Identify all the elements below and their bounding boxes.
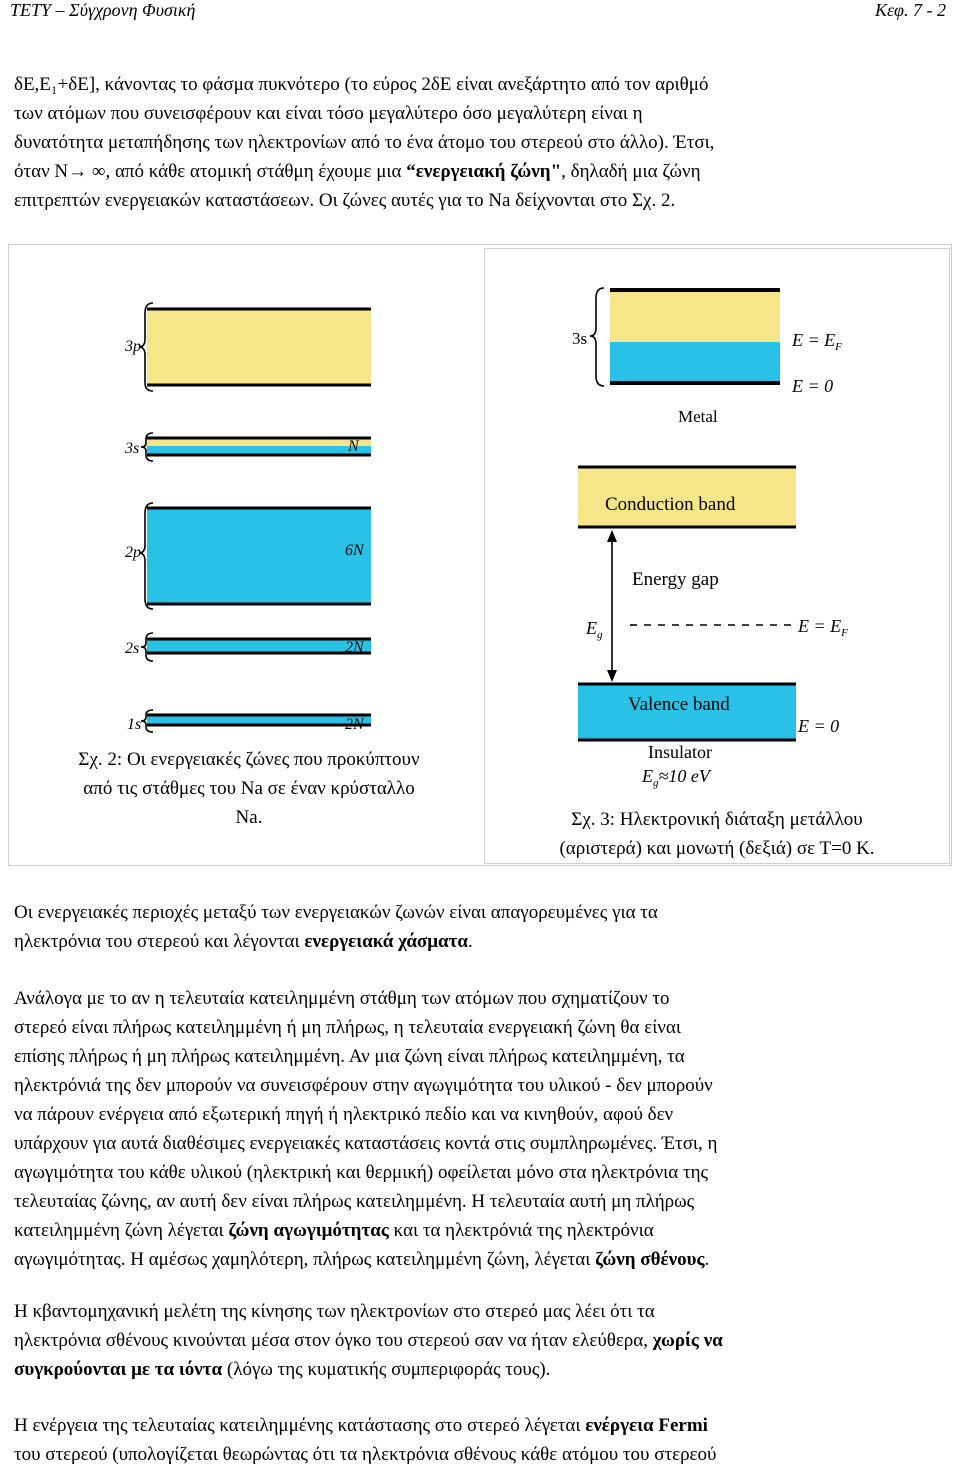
energy-gap-label: Energy gap [632, 569, 719, 590]
figure-2-panel [115, 283, 385, 743]
fermi-level-label: $E = E_F$ [792, 330, 842, 353]
paragraph-line: συγκρούονται με τα ιόντα (λόγω της κυματικής συμπεριφοράς τους). [14, 1359, 551, 1380]
intro-line: όταν Ν→ ∞, από κάθε ατομική στάθμη έχουμε μια “ενεργειακή ζώνη", δηλαδή μια ζώνη [14, 161, 701, 182]
caption-line: Σχ. 2: Οι ενεργειακές ζώνες που προκύπτουν [78, 749, 420, 770]
figure-3-caption [484, 805, 950, 863]
paragraph-line: ηλεκτρόνια του στερεού και λέγονται ενεργειακά χάσματα. [14, 931, 473, 952]
insulator-diagram [560, 452, 865, 797]
level-label-3p: 3p [125, 338, 141, 355]
paragraph-line: να πάρουν ενέργεια από εξωτερική πηγή ή ηλεκτρικό πεδίο και να κινηθούν, αφού δεν [14, 1104, 674, 1125]
valence-band-term: ζώνη σθένους [595, 1249, 705, 1270]
no-collision-term-cont: συγκρούονται με τα ιόντα [14, 1359, 223, 1380]
paragraph-line: επίσης πλήρως ή μη πλήρως κατειλημμένη. Αν μια ζώνη είναι πλήρως κατειλημμένη, τα [14, 1046, 685, 1067]
paragraph-line: του στερεού (υπολογίζεται θεωρώντας ότι τα ηλεκτρόνια σθένους κάθε ατόμου του στερεού [14, 1444, 717, 1465]
gap-energy-label: $E_g$ [586, 618, 603, 641]
figure-3-metal-panel [560, 262, 865, 437]
state-count-2p: 6N [345, 542, 364, 559]
level-label-1s: 1s [127, 716, 142, 733]
intro-paragraph [14, 70, 945, 215]
band-3s [147, 438, 371, 455]
level-label-2s: 2s [125, 640, 140, 657]
state-count-2s: 2N [345, 639, 364, 656]
figure-2-caption [14, 745, 484, 832]
fermi-energy-term: ενέργεια Fermi [585, 1415, 708, 1436]
intro-line: των ατόμων που συνεισφέρουν και είναι τόσο μεγαλύτερο όσο μεγαλύτερη είναι η [14, 103, 643, 124]
intro-line: δΕ,Ε₁+δΕ], κάνοντας το φάσμα πυκνότερο (το εύρος 2δΕ είναι ανεξάρτητο από τον αριθμό [14, 74, 709, 95]
paragraph-fermi [14, 1411, 945, 1469]
paragraph-quantum [14, 1297, 945, 1384]
gap-arrow-down-icon [607, 670, 617, 682]
metal-label: Metal [678, 407, 718, 426]
caption-line: από τις στάθμες του Na σε έναν κρύσταλλο [83, 778, 415, 799]
valence-zero-label: E = 0 [798, 716, 840, 736]
metal-level-label: 3s [572, 329, 588, 348]
running-header-chapter: Κεφ. 7 - 2 [874, 0, 946, 20]
metal-filled-states [610, 342, 780, 383]
band-2p [147, 508, 371, 604]
metal-diagram [560, 262, 865, 437]
gap-arrow-up-icon [607, 530, 617, 542]
paragraph-line: Η κβαντομηχανική μελέτη της κίνησης των ηλεκτρονίων στο στερεό μας λέει ότι τα [14, 1301, 655, 1322]
paragraph-line: υπάρχουν για αυτά διαθέσιμες ενεργειακές καταστάσεις κοντά στις συμπληρωμένες. Έτσι, η [14, 1133, 718, 1154]
paragraph-line: κατειλημμένη ζώνη λέγεται ζώνη αγωγιμότητας και τα ηλεκτρόνιά της ηλεκτρόνια [14, 1220, 654, 1241]
level-label-3s: 3s [125, 440, 140, 457]
band-2s [147, 639, 371, 653]
paragraph-line: τελευταίας ζώνης, αν αυτή δεν είναι πλήρως κατειλημμένη. Η τελευταία αυτή μη πλήρως [14, 1191, 695, 1212]
paragraph-line: στερεό είναι πλήρως κατειλημμένη ή μη πλήρως, η τελευταία ενεργειακή ζώνη θα είναι [14, 1017, 681, 1038]
brace-metal-icon [590, 288, 604, 386]
no-collision-term: χωρίς να [652, 1330, 723, 1351]
energy-band-term: “ενεργειακή ζώνη" [406, 161, 562, 182]
zero-level-label: E = 0 [792, 376, 834, 396]
caption-line: Σχ. 3: Ηλεκτρονική διάταξη μετάλλου [571, 809, 863, 830]
conduction-band-term: ζώνη αγωγιμότητας [228, 1220, 389, 1241]
figure-3-insulator-panel [560, 452, 865, 797]
paragraph-line: Ανάλογα με το αν η τελευταία κατειλημμένη στάθμη των ατόμων που σχηματίζουν το [14, 988, 670, 1009]
paragraph-line: Η ενέργεια της τελευταίας κατειλημμένης κατάστασης στο στερεό λέγεται ενέργεια Fermi [14, 1415, 708, 1436]
band-3p [147, 309, 371, 385]
conduction-band-label: Conduction band [605, 494, 736, 515]
band-1s [147, 715, 371, 725]
state-count-1s: 2N [345, 716, 364, 733]
level-label-2p: 2p [125, 544, 141, 561]
paragraph-energy-gaps [14, 898, 945, 956]
insulator-gap-value: $E_g\approx 10$ eV [642, 766, 710, 789]
state-count-3s: N [348, 438, 359, 455]
intro-line: επιτρεπτών ενεργειακών καταστάσεων. Οι ζώνες αυτές για το Na δείχνονται στο Σχ. 2. [14, 190, 676, 211]
paragraph-conduction [14, 984, 945, 1274]
intro-line: δυνατότητα μεταπήδησης των ηλεκτρονίων από το ένα άτομο του στερεού στο άλλο). Έτσι, [14, 132, 715, 153]
insulator-fermi-label: $E = E_F$ [798, 616, 848, 639]
energy-gaps-term: ενεργειακά χάσματα [304, 931, 468, 952]
valence-band-label: Valence band [628, 694, 730, 715]
paragraph-line: ηλεκτρόνιά της δεν μπορούν να συνεισφέρουν στην αγωγιμότητα του υλικού - δεν μπορούν [14, 1075, 713, 1096]
caption-line: Na. [235, 807, 263, 828]
metal-empty-states [610, 290, 780, 342]
insulator-label: Insulator [648, 742, 712, 762]
paragraph-line: ηλεκτρόνια σθένους κινούνται μέσα στον όγκο του στερεού σαν να ήταν ελεύθερα, χωρίς να [14, 1330, 723, 1351]
paragraph-line: αγωγιμότητα του κάθε υλικού (ηλεκτρική και θερμική) οφείλεται μόνο στα ηλεκτρόνια της [14, 1162, 709, 1183]
caption-line: (αριστερά) και μονωτή (δεξιά) σε Τ=0 Κ. [559, 838, 875, 859]
paragraph-line: αγωγιμότητας. Η αμέσως χαμηλότερη, πλήρως κατειλημμένη ζώνη, λέγεται ζώνη σθένους. [14, 1249, 710, 1270]
running-header-title: ΤΕΤΥ – Σύγχρονη Φυσική [10, 0, 196, 20]
figure-2-diagram [115, 283, 385, 743]
paragraph-line: Οι ενεργειακές περιοχές μεταξύ των ενεργειακών ζωνών είναι απαγορευμένες για τα [14, 902, 658, 923]
